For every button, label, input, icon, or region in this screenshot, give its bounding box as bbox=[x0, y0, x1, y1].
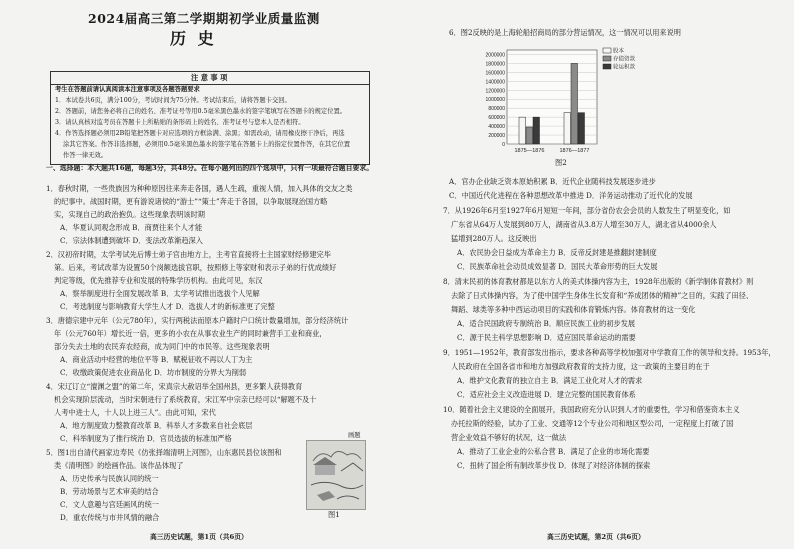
painting-illustration bbox=[307, 441, 365, 509]
question-line: 判定等级，优先推荐专业和发展的特殊学历机构。由此可见，东汉 bbox=[54, 276, 263, 285]
question-line: 舞蹈、球类等多种中西运动项目的实践和体育锻炼内容。体育教材的这一变化 bbox=[451, 305, 696, 314]
y-tick-label: 1000000 bbox=[485, 97, 505, 104]
bar bbox=[571, 63, 578, 144]
question-line: 年（公元760年）增长近一倍，更多的小农在从事农业生产的同时兼营手工业和商业， bbox=[54, 329, 327, 338]
question-line: 实，实现自己的政治抱负。这些现象表明该时期 bbox=[54, 210, 205, 219]
question-line: 广东省从64万人发展到80万人，湖南省从3.8万人增至30万人，湖北省从4000余人 bbox=[451, 220, 717, 229]
question-6-stem: 6．图2反映的是上海轮船招商局的部分营运情况，这一情况可以用来说明 bbox=[449, 28, 681, 37]
y-tick-label: 2000000 bbox=[485, 52, 505, 59]
notice-line: 3．请认真核对监考员在答题卡上所粘贴的条形码上的姓名、准考证号与您本人是否相符。 bbox=[55, 119, 305, 126]
question-line: 人考中进士人，十人以上进三人”。由此可知，宋代 bbox=[54, 408, 216, 417]
figure-1-caption: 图1 bbox=[328, 510, 340, 519]
question-line: 办托拉斯的经验，试办了工业、交通等12个专业公司和地区型公司，一定程度上打破了国 bbox=[451, 419, 734, 428]
question-option: D．重农传统与市井风情的融合 bbox=[60, 513, 160, 522]
question-line: 8．清末民初的体育教材都是以东方人的美式体操内容为主，1928年出版的《新学制体育教材》则 bbox=[443, 277, 754, 286]
notice-line: 涂其它答案。作答非选择题，必须用0.5毫米黑色墨水的签字笔在答题卡上的指定位置作答，在其它位置 bbox=[63, 141, 351, 148]
question-line: 营企业效益不够好的状况，这一做法 bbox=[451, 433, 567, 442]
question-line: 3．唐德宗建中元年（公元780年），实行两税法而原本户籍时户口统计数量增加，部分经济统计 bbox=[46, 316, 349, 325]
question-option-row: C．中国近代化进程在各种思想改革中推进 D．洋务运动推动了近代化的发展 bbox=[449, 191, 693, 200]
question-option-row: C．收缴政策促进农业商品化 D．坊市制度的分界大为削弱 bbox=[60, 368, 247, 377]
question-line: 部分失去土地的农民弃农经商，成为同门中的市民等。这些现象表明 bbox=[54, 342, 270, 351]
x-tick-label: 1875—1876 bbox=[514, 148, 545, 154]
notice-box bbox=[50, 71, 370, 165]
legend-swatch bbox=[603, 48, 611, 53]
page-2 bbox=[397, 0, 794, 549]
question-option-row: A．华夏认同观念形成 B．商贾往来个人才能 bbox=[60, 223, 203, 232]
question-option-row: C．宗法体制遭到破坏 D．变法改革渐趋深入 bbox=[60, 236, 203, 245]
question-option-row: A．官办企业缺乏资本原始积累 B．近代企业随科技发展逐步进步 bbox=[449, 177, 656, 186]
figure-1-painting bbox=[306, 440, 366, 510]
y-tick-label: 600000 bbox=[488, 115, 505, 122]
bar bbox=[564, 113, 571, 144]
notice-line: 考生在答题前请认真阅读本注意事项及各题答题要求 bbox=[55, 86, 200, 93]
bar bbox=[578, 113, 585, 144]
bar bbox=[526, 127, 533, 144]
y-tick-label: 1600000 bbox=[485, 70, 505, 77]
y-tick-label: 1200000 bbox=[485, 88, 505, 95]
y-tick-label: 200000 bbox=[488, 133, 505, 140]
question-line: 机会实现阶层流动，当时宋朝进行了系统教育，宋江军中宗亲已经可以“解题不及十 bbox=[54, 395, 317, 404]
question-line: 10．随着社会主义建设的全面展开，我国政府充分认识到人才的重要性，学习和借鉴资本主义 bbox=[443, 405, 740, 414]
question-option-row: C．科举制度为了推行统治 D．官员选拔的标准加严格 bbox=[60, 434, 232, 443]
question-option-row: A．商业活动中经营的地位平等 B．赋税征收不再以人丁为主 bbox=[60, 355, 253, 364]
subject-title: 历 史 bbox=[170, 29, 217, 48]
notice-line: 2．答题前，请您务必将自己的姓名、准考证号等用0.5毫米黑色墨水的签字笔填写在答题卡的规定位置。 bbox=[55, 108, 347, 115]
question-line: 第。后来，考试改革为设置50个岗额选拔官职，按照修上等家财和表示子弟的行优成绩好 bbox=[54, 263, 337, 272]
question-option-row: A．推动了工业企业的公私合营 B．满足了企业的市场化需要 bbox=[457, 447, 650, 456]
bar bbox=[533, 117, 540, 144]
question-line: 5．图1出自清代画家边寿民《仿张择端清明上河图》，山东惠民县位该图和 bbox=[46, 448, 282, 457]
legend-label: 股本 bbox=[613, 48, 625, 55]
question-line: 类《清明图》的绘画作品。该作品体现了 bbox=[54, 461, 184, 470]
question-option-row: A．维护文化教育的独立自主 B．满足工业化对人才的需求 bbox=[457, 376, 643, 385]
question-line: 的纪事中。战国时期，更有游说诸侯的“游士”“策士”奔走于各国，以争取展现治国方略 bbox=[54, 197, 328, 206]
bar bbox=[519, 117, 526, 144]
figure-2-caption: 图2 bbox=[555, 158, 567, 167]
notice-title: 注 意 事 项 bbox=[191, 73, 228, 82]
question-option-row: A．适合民国政府专制统治 B．顺应民族工业的初步发展 bbox=[457, 319, 636, 328]
question-line: 去除了日式体操内容，为了使中国学生身体生长发育和“养成团体的精神”之目的，实践了田径、 bbox=[451, 291, 754, 300]
question-line: 7．从1926年6月至1927年6月短短一年间，部分省份农会会员的人数发生了明显变化，如 bbox=[443, 206, 731, 215]
legend-label: 存债资款 bbox=[613, 56, 636, 63]
y-tick-label: 1400000 bbox=[485, 79, 505, 86]
legend-swatch bbox=[603, 56, 611, 61]
question-line: 猛增到280万人。这反映出 bbox=[451, 234, 537, 243]
notice-line: 作答一律无效。 bbox=[63, 152, 108, 159]
figure-2-bar-chart bbox=[465, 44, 645, 154]
legend-label: 轮运积款 bbox=[613, 64, 636, 71]
question-option-row: A．地方制度致力整教育改革 B．科举人才多数来自社会底层 bbox=[60, 421, 253, 430]
x-tick-label: 1876—1877 bbox=[559, 148, 590, 154]
exam-title: 2024届高三第二学期期初学业质量监测 bbox=[88, 11, 320, 26]
question-option-row: C．源于民主科学思想影响 D．适应国民革命运动的需要 bbox=[457, 333, 636, 342]
page-footer: 高三历史试题，第1页（共6页） bbox=[150, 533, 248, 541]
y-tick-label: 800000 bbox=[488, 106, 505, 113]
figure-1-inscription: 画题 bbox=[348, 432, 361, 439]
legend-swatch bbox=[603, 64, 611, 69]
question-option-row: A．察举制度进行全面发展改革 B．太学考试推出选拔个人见解 bbox=[60, 289, 260, 298]
notice-line: 1．本试卷共6页，满分100分，考试时间为75分钟。考试结束后，请将答题卡交回。 bbox=[55, 97, 291, 104]
y-tick-label: 400000 bbox=[488, 124, 505, 131]
question-option: C．文人意趣与宫廷画风的统一 bbox=[60, 500, 159, 509]
notice-line: 4．作答选择题必须用2B铅笔把答题卡对应选项的方框涂满、涂黑；如需改动，请用橡皮擦干净后，再选 bbox=[55, 130, 345, 137]
page-footer: 高三历史试题，第2页（共6页） bbox=[547, 533, 645, 541]
question-option-row: C．扭转了国企所有制改革步伐 D．体现了对经济体制的探索 bbox=[457, 461, 651, 470]
question-line: 人民政府在全国各省市和地方加强政府教育的支持力度，这一政策的主要目的在于 bbox=[451, 362, 710, 371]
y-tick-label: 0 bbox=[502, 142, 505, 148]
question-option-row: C．适应社会主义改造进展 D．建立完整的国民教育体系 bbox=[457, 390, 636, 399]
question-option-row: C．民族革命社会动员成效显著 D．国民大革命形势的巨大发展 bbox=[457, 262, 658, 271]
question-line: 1．春秋时期，一些贵族因为种种原因往来奔走各国，遇人生疏，重视人情，加入具体的交友之类 bbox=[46, 184, 353, 193]
section-heading: 一、选择题：本大题共16题，每题3分，共48分。在每小题列出的四个选项中，只有一项最符合题目要求。 bbox=[46, 164, 374, 172]
question-option: A．历史传承与民族认同的统一 bbox=[60, 474, 159, 483]
question-option: B．劳动场景与艺术审美的结合 bbox=[60, 487, 159, 496]
question-line: 9．1951—1952年，教育部发出指示，要求各种高等学校加强对中学教育工作的领导和支持。1953年， bbox=[443, 348, 776, 357]
question-line: 4．宋辽订立“澶渊之盟”的第二年，宋真宗大赦诏举全国州县，更多繁人获得教育 bbox=[46, 382, 303, 391]
y-tick-label: 1800000 bbox=[485, 61, 505, 68]
question-line: 2．汉初帝时期，太学考试先后博士弟子官由地方上，主考官直接将士主国家财经修建完毕 bbox=[46, 250, 331, 259]
question-option-row: C．考选制度与影响教育大学生人才 D．选拔人才的新标准更了完整 bbox=[60, 302, 275, 311]
question-option-row: A．农民协会日益成为革命主力 B．反帝反封建是推翻封建制度 bbox=[457, 248, 657, 257]
